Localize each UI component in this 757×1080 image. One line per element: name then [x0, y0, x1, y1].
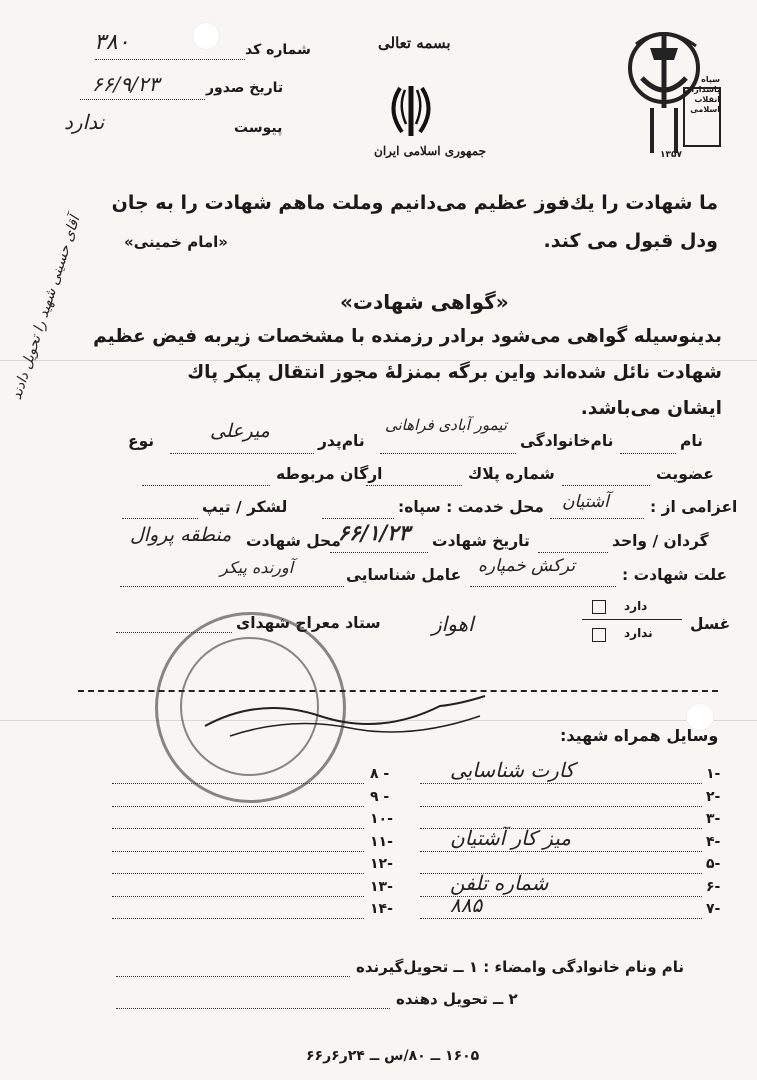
bismillah: بسمه تعالی	[378, 34, 451, 52]
companion-item-value: کارت شناسایی	[450, 758, 575, 782]
companion-item-value: میز کار آشتیان	[450, 825, 571, 850]
companion-item-number: -۵	[706, 856, 721, 872]
logo-year: ۱۳۵۷	[660, 150, 682, 160]
ghusl-no-checkbox[interactable]	[592, 628, 606, 642]
martyrdom-date-dotline	[330, 551, 428, 553]
companion-item-dotline	[112, 872, 364, 874]
body-line-3: ایشان می‌باشد.	[580, 398, 722, 419]
plaque-dotline	[366, 484, 462, 486]
identification-dotline	[120, 585, 344, 587]
receiver-dotline	[116, 975, 350, 977]
signature-scribble-icon	[200, 686, 490, 746]
org-dotline	[142, 484, 270, 486]
quote-line-2: ودل قبول می کند.	[543, 230, 718, 252]
division-label: لشکر / تیپ	[202, 498, 288, 516]
unit-label: گردان / واحد	[612, 532, 709, 550]
date-label: تاریخ صدور	[206, 80, 284, 96]
father-dotline	[170, 452, 314, 454]
membership-label: عضویت	[656, 465, 714, 483]
companion-item-value: شماره تلفن	[450, 870, 549, 895]
date-value: ۶۶/۹/۲۳	[92, 72, 160, 96]
companion-item-dotline	[112, 782, 364, 784]
logo-text: سپاه پاسداران انقلاب اسلامی	[684, 75, 720, 114]
type-label: نوع	[128, 432, 155, 450]
martyrdom-date-label: تاریخ شهادت	[432, 532, 530, 550]
companion-item-number: -۱۰	[370, 811, 393, 827]
companion-item-number: -۱۴	[370, 901, 393, 917]
punch-hole	[192, 22, 220, 50]
identification-label: عامل شناسایی	[346, 566, 462, 584]
companion-item-number: -۴	[706, 833, 721, 850]
ghusl-yes-label: دارد	[624, 599, 648, 613]
division-dotline	[122, 517, 198, 519]
number-label: شماره کد	[245, 42, 311, 58]
deliverer-dotline	[116, 1007, 390, 1009]
companion-item-number: -۷	[706, 901, 721, 917]
attachment-value: ندارد	[64, 110, 105, 134]
membership-dotline	[562, 484, 650, 486]
father-value: میرعلی	[210, 420, 270, 442]
companion-item-number: -۳	[706, 811, 721, 827]
companion-item-dotline	[112, 850, 364, 852]
quote-attribution: «امام خمینی»	[124, 233, 228, 251]
dispatch-dotline	[550, 517, 644, 519]
companion-item-number: -۱۲	[370, 856, 393, 872]
cause-label: علت شهادت :	[622, 566, 728, 584]
companion-item-dotline	[112, 917, 364, 919]
attachment-label: پیوست	[234, 120, 283, 136]
martyrdom-date-value: ۶۶/۱/۲۳	[338, 520, 410, 545]
companions-title: وسایل همراه شهید:	[560, 726, 719, 745]
identification-value: آورنده پیکر	[220, 558, 294, 577]
companion-item-dotline	[420, 805, 702, 807]
unit-dotline	[538, 551, 608, 553]
companion-item-number: - ۸	[370, 766, 390, 782]
companion-item-dotline	[420, 917, 702, 919]
ghusl-divider	[582, 619, 682, 620]
org-label: ارگان مربوطه	[276, 465, 383, 483]
companion-item-value: ۸۸۵	[450, 893, 483, 917]
body-line-2: شهادت نائل شده‌اند واین برگه بمنزلۀ مجوز انتقال پیکر پاك	[187, 362, 722, 383]
number-value: ۳۸۰	[94, 30, 130, 55]
number-dotline	[95, 58, 245, 60]
date-dotline	[80, 98, 205, 100]
service-label: محل خدمت : سپاه:	[398, 498, 544, 516]
companion-item-dotline	[112, 895, 364, 897]
companion-item-number: -۱۳	[370, 878, 393, 895]
body-line-1: بدینوسیله گواهی می‌شود برادر رزمنده با مشخصات زیربه فیض عظیم	[93, 326, 722, 347]
companion-item-dotline	[112, 827, 364, 829]
name-dotline	[620, 452, 676, 454]
ghusl-yes-checkbox[interactable]	[592, 600, 606, 614]
dispatch-label: اعزامی از :	[650, 498, 738, 516]
companion-item-dotline	[420, 850, 702, 852]
iran-emblem-icon	[384, 82, 438, 140]
dispatch-value: آشتیان	[562, 492, 609, 512]
name-label: نام	[680, 432, 704, 450]
margin-note: آقای حسینی شهید را تحویل دادند	[8, 214, 84, 402]
fold-line	[0, 360, 757, 361]
companion-item-number: -۲	[706, 788, 721, 805]
ghusl-handwriting: اهواز	[432, 612, 474, 636]
service-dotline	[322, 517, 394, 519]
family-value: تیمور آبادی فراهانی	[385, 416, 508, 434]
signature-deliverer-label: ۲ ــ تحویل دهنده	[396, 990, 518, 1008]
companion-item-number: -۶	[706, 878, 721, 895]
companion-item-number: -۱۱	[370, 833, 393, 850]
plaque-label: شماره پلاك	[468, 465, 555, 483]
father-label: نام‌پدر	[318, 432, 365, 450]
certificate-title: «گواهی شهادت»	[340, 290, 509, 314]
martyrdom-place-value: منطقه پروال	[130, 524, 232, 546]
staff-label: ستاد معراج شهدای	[236, 614, 381, 632]
quote-line-1: ما شهادت را یك‌فوز عظیم می‌دانیم وملت ماهم شهادت را به جان	[111, 192, 718, 214]
companion-item-number: -۱	[706, 766, 721, 782]
martyrdom-place-label: محل شهادت	[246, 532, 341, 550]
family-dotline	[380, 452, 516, 454]
ghusl-no-label: ندارد	[624, 626, 653, 640]
cause-dotline	[470, 585, 616, 587]
companion-item-dotline	[420, 782, 702, 784]
republic-title: جمهوری اسلامی ایران	[374, 144, 487, 158]
signature-receiver-label: نام ونام خانوادگی وامضاء : ۱ ــ تحویل‌گیرنده	[356, 958, 685, 976]
ghusl-label: غسل	[690, 615, 731, 633]
cause-value: ترکش خمپاره	[478, 556, 576, 576]
footer-code: ۱۶۰۵ ــ ۸۰/س ــ ۲۴ر۶ر۶۶	[306, 1048, 480, 1064]
companion-item-number: - ۹	[370, 788, 390, 805]
family-label: نام‌خانوادگی	[520, 432, 614, 450]
companion-item-dotline	[112, 805, 364, 807]
